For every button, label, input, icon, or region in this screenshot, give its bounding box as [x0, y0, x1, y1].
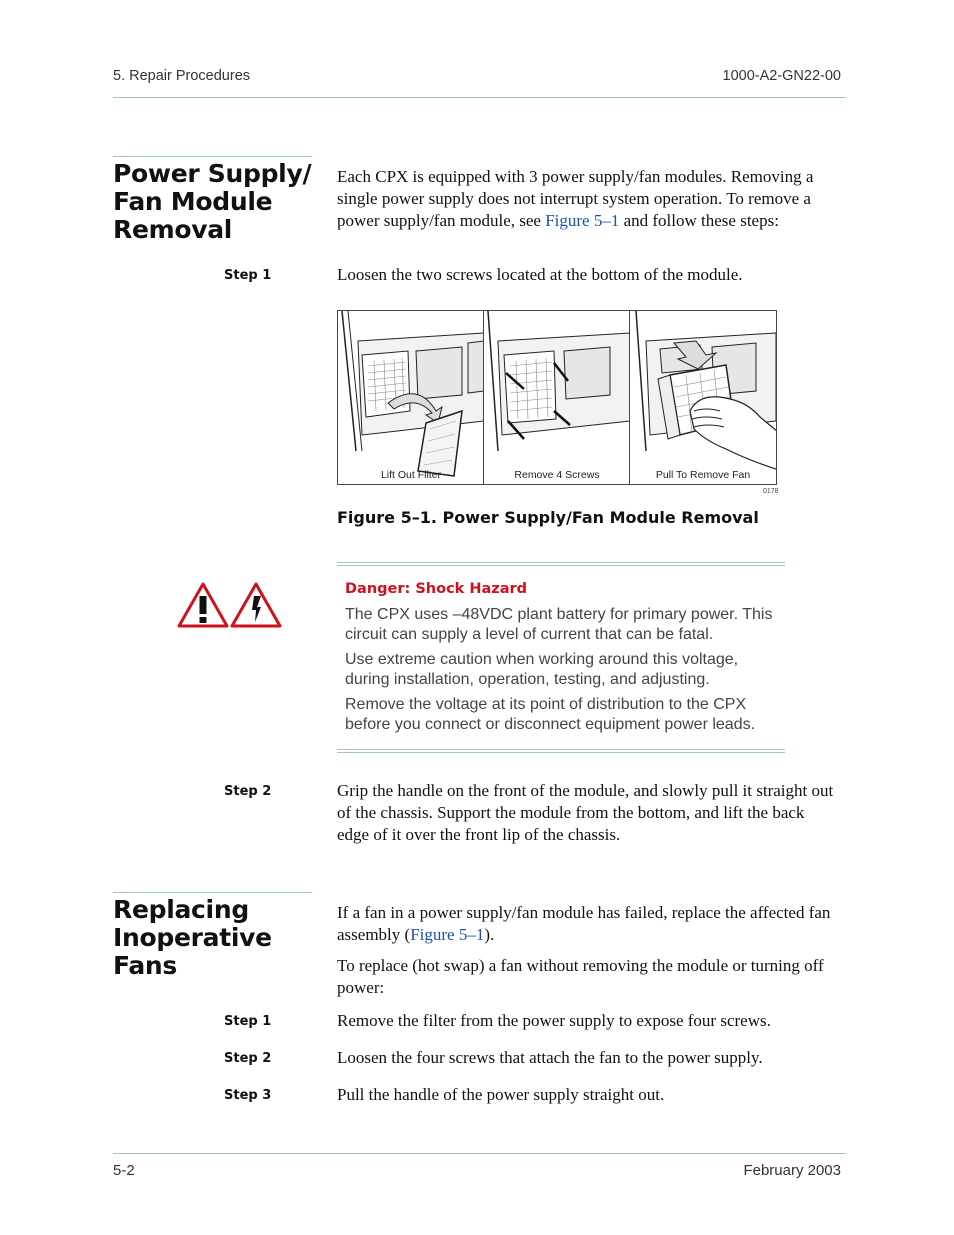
section2-title-line: Replacing: [113, 895, 249, 924]
header-rule: [113, 97, 846, 98]
step-text: Loosen the four screws that attach the fan to the power supply.: [337, 1048, 763, 1067]
step-label: Step 1: [224, 1014, 272, 1029]
figure-link[interactable]: Figure 5–1: [545, 211, 620, 230]
section1-title-line: Power Supply/: [113, 159, 312, 188]
warning-exclamation-icon: [177, 582, 229, 633]
page-number: 5-2: [113, 1162, 135, 1179]
figure-panel-remove-screws: [483, 310, 631, 485]
danger-paragraph: The CPX uses –48VDC plant battery for primary power. This circuit can supply a level of current that can be fatal.: [345, 606, 773, 643]
section2-title-line: Fans: [113, 951, 177, 980]
step-label: Step 3: [224, 1088, 272, 1103]
panel-label: Lift Out Filter: [380, 469, 442, 481]
intro-text: Each CPX is equipped with 3 power supply/fan modules. Removing a single power supply does not interrupt system operation. To remove a power supply/fan module, see: [337, 167, 814, 230]
step-label: Step 2: [224, 1051, 272, 1066]
panel-label: Pull To Remove Fan: [655, 469, 751, 481]
danger-bottom-rule: [337, 749, 785, 750]
figure-panel-lift-filter: [337, 310, 485, 485]
step-text: Remove the filter from the power supply to expose four screws.: [337, 1011, 771, 1030]
section1-title-rule: [113, 156, 312, 157]
figure-panel-pull-fan: [629, 310, 777, 485]
danger-top-rule: [337, 562, 785, 563]
section2-title: [113, 896, 313, 980]
step-text: Pull the handle of the power supply straight out.: [337, 1085, 665, 1104]
footer-date: February 2003: [743, 1162, 841, 1179]
figure-id: 0178: [763, 488, 779, 495]
section2-intro: [337, 902, 837, 946]
panel-label: Remove 4 Screws: [514, 469, 600, 481]
step-label: Step 2: [224, 784, 272, 799]
step-text: Grip the handle on the front of the module, and slowly pull it straight out of the chassis. Support the module from the bottom, and lift the back edge of it over the front lip of the chassis.: [337, 781, 834, 844]
fan-removal-illustration: [630, 311, 776, 484]
step-label: Step 1: [224, 268, 272, 283]
section2-title-rule: [113, 892, 312, 893]
intro-text: If a fan in a power supply/fan module has failed, replace the affected fan assembly (: [337, 903, 831, 944]
section2-title-line: Inoperative: [113, 923, 272, 952]
running-header-section: 5. Repair Procedures: [113, 68, 251, 84]
chassis-illustration: [338, 311, 484, 484]
chassis-illustration: [484, 311, 630, 484]
danger-title: Danger: Shock Hazard: [345, 581, 528, 597]
figure-caption: Figure 5–1. Power Supply/Fan Module Removal: [337, 508, 759, 527]
running-header-doc-number: 1000-A2-GN22-00: [722, 68, 841, 84]
intro-text: and follow these steps:: [619, 211, 779, 230]
danger-paragraph: Remove the voltage at its point of distribution to the CPX before you connect or disconnect equipment power leads.: [345, 696, 756, 733]
section1-title-line: Removal: [113, 215, 233, 244]
intro-text: ).: [484, 925, 495, 944]
footer-rule: [113, 1153, 846, 1154]
figure-link[interactable]: Figure 5–1: [410, 925, 485, 944]
step-text: Loosen the two screws located at the bottom of the module.: [337, 265, 743, 284]
section1-intro: [337, 166, 837, 232]
section1-title: [113, 160, 313, 244]
electric-shock-icon: [230, 582, 282, 633]
section2-intro2: To replace (hot swap) a fan without removing the module or turning off power:: [337, 956, 824, 997]
danger-paragraph: Use extreme caution when working around this voltage, during installation, operation, testing, and adjusting.: [345, 651, 739, 688]
section1-title-line: Fan Module: [113, 187, 273, 216]
